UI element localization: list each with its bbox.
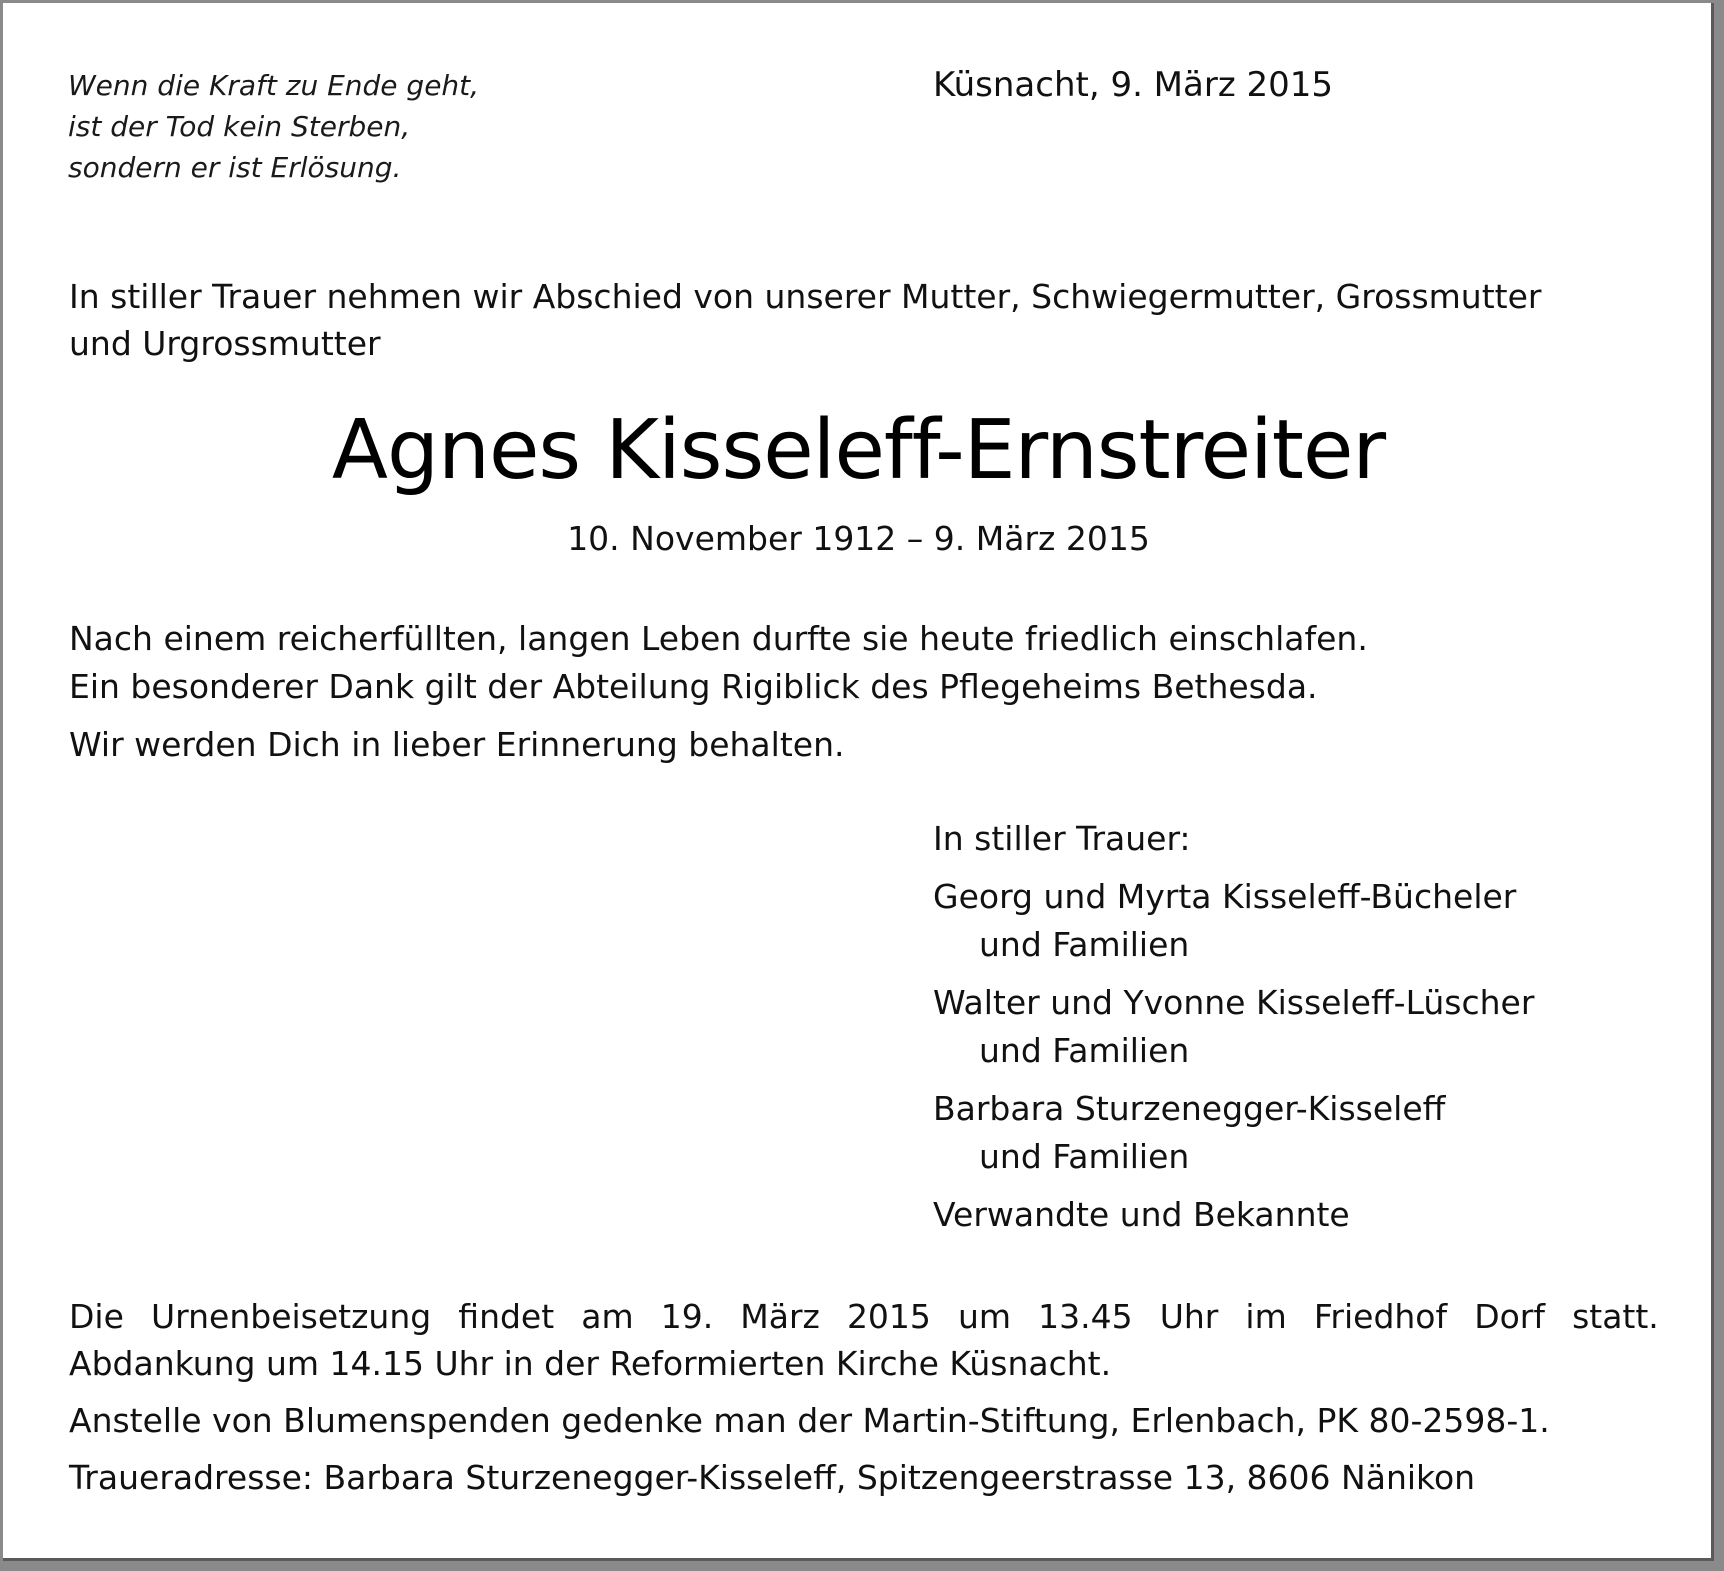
mourning-address-line: Traueradresse: Barbara Sturzenegger-Kisseleff, Spitzengeerstrasse 13, 8606 Nänikon [69, 1458, 1476, 1497]
message-text [69, 615, 1368, 769]
motto-line: ist der Tod kein Sterben, [68, 110, 411, 143]
intro-line: und Urgrossmutter [69, 324, 381, 363]
intro-line: In stiller Trauer nehmen wir Abschied von unserer Mutter, Schwiegermutter, Grossmutter [69, 277, 1542, 316]
donation-info-line: Anstelle von Blumenspenden gedenke man der Martin-Stiftung, Erlenbach, PK 80-2598-1. [69, 1401, 1550, 1440]
burial-info-word: Uhr [1159, 1297, 1219, 1336]
burial-info-word: am [581, 1297, 634, 1336]
motto-line: sondern er ist Erlösung. [68, 151, 402, 184]
funeral-details [69, 1293, 1659, 1501]
motto-line: Wenn die Kraft zu Ende geht, [68, 69, 480, 102]
life-dates: 10. November 1912 – 9. März 2015 [567, 519, 1150, 558]
mourner-sub: und Familien [979, 1031, 1190, 1070]
obituary-notice [3, 3, 1714, 1561]
motto-verse [68, 65, 479, 188]
mourner-name: Barbara Sturzenegger-Kisseleff [933, 1089, 1446, 1128]
mourners-heading: In stiller Trauer: [933, 819, 1191, 858]
message-line: Nach einem reicherfüllten, langen Leben durfte sie heute friedlich einschlafen. [69, 619, 1368, 658]
message-line: Ein besonderer Dank gilt der Abteilung Rigiblick des Pflegeheims Bethesda. [69, 667, 1318, 706]
deceased-name: Agnes Kisseleff-Ernstreiter [331, 403, 1386, 498]
mourners-list [933, 815, 1534, 1239]
mourner-sub: und Familien [979, 1137, 1190, 1176]
burial-info-word: Dorf [1474, 1297, 1545, 1336]
mourner-group [933, 873, 1534, 969]
burial-info-word: statt. [1572, 1297, 1659, 1336]
burial-info-word: findet [458, 1297, 555, 1336]
place-and-date: Küsnacht, 9. März 2015 [933, 65, 1334, 105]
mourners-others: Verwandte und Bekannte [933, 1195, 1350, 1234]
burial-info-word: Die [69, 1297, 124, 1336]
mourner-sub: und Familien [979, 925, 1190, 964]
mourner-name: Georg und Myrta Kisseleff-Bücheler [933, 877, 1517, 916]
burial-info-word: 19. [660, 1297, 714, 1336]
burial-info-word: 13.45 [1038, 1297, 1133, 1336]
burial-info-word: 2015 [846, 1297, 931, 1336]
burial-info-word: Friedhof [1313, 1297, 1448, 1336]
ceremony-info-line: Abdankung um 14.15 Uhr in der Reformierten Kirche Küsnacht. [69, 1344, 1112, 1383]
message-line: Wir werden Dich in lieber Erinnerung behalten. [69, 725, 845, 764]
intro-text [69, 273, 1669, 367]
mourner-name: Walter und Yvonne Kisseleff-Lüscher [933, 983, 1535, 1022]
burial-info-line [69, 1293, 1659, 1340]
mourner-group [933, 1085, 1534, 1181]
burial-info-word: im [1245, 1297, 1287, 1336]
mourner-group [933, 979, 1534, 1075]
burial-info-word: März [740, 1297, 820, 1336]
burial-info-word: Urnenbeisetzung [150, 1297, 432, 1336]
burial-info-word: um [958, 1297, 1012, 1336]
